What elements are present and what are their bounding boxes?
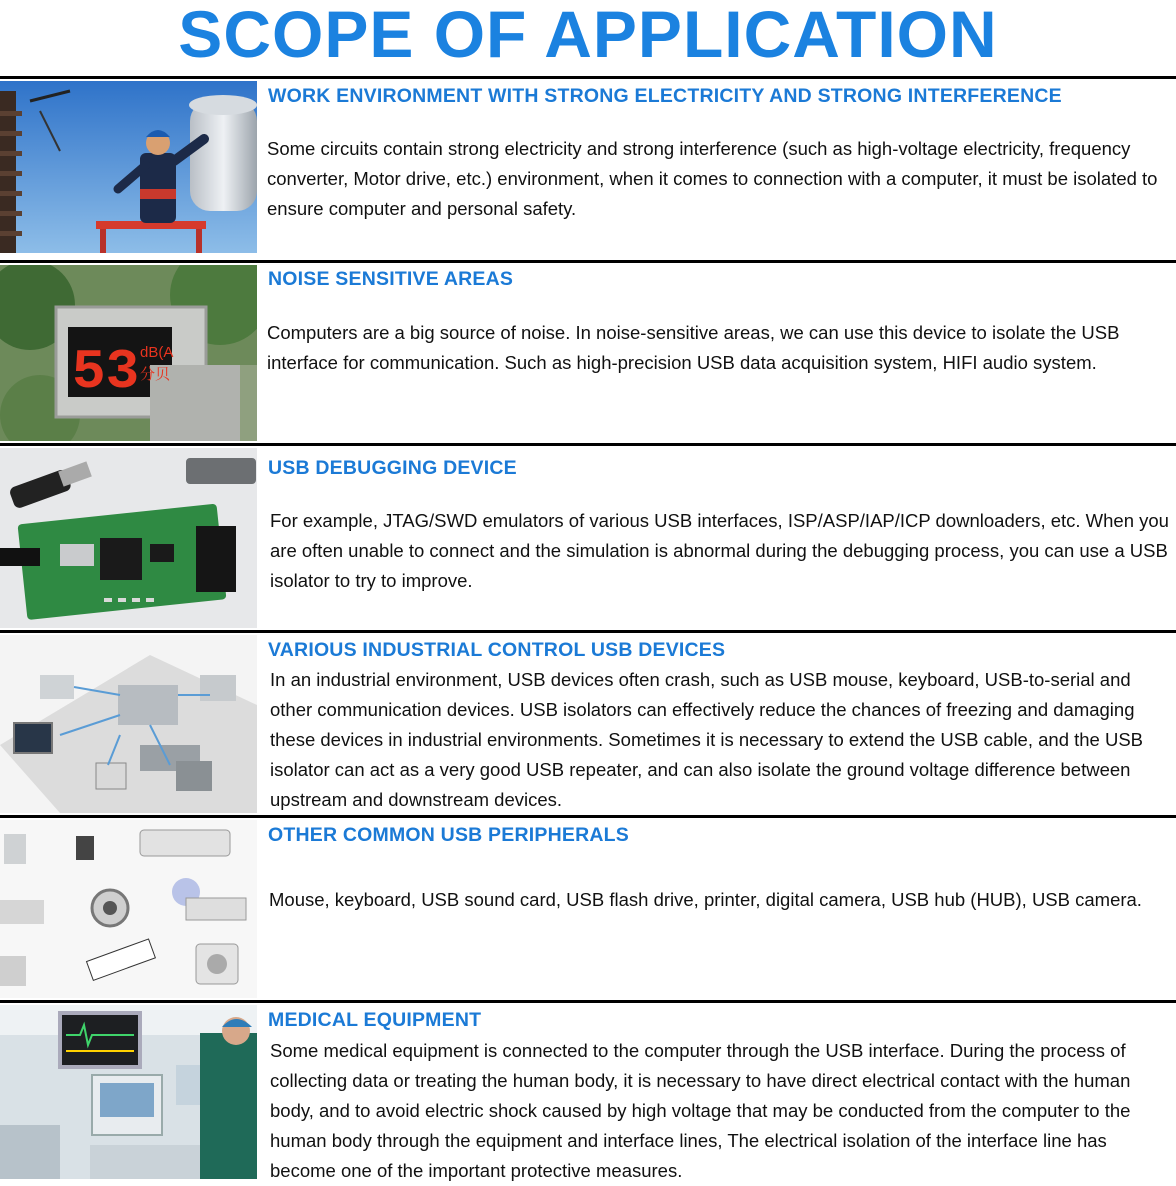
section-usb-peripherals	[0, 815, 1176, 1000]
noise-reading: 53	[72, 340, 140, 404]
noise-meter-image	[0, 265, 257, 441]
page-title: SCOPE OF APPLICATION	[178, 0, 998, 71]
peripherals-image	[0, 820, 257, 998]
section-body: For example, JTAG/SWD emulators of various USB interfaces, ISP/ASP/IAP/ICP downloaders, etc. When you are often unable to connect and the simulation is abnormal during the debugging process, you can use a USB isolator to try to improve.	[270, 510, 1169, 591]
section-body: Mouse, keyboard, USB sound card, USB flash drive, printer, digital camera, USB hub (HUB), USB camera.	[269, 889, 1142, 910]
debug-board-image	[0, 448, 257, 628]
section-heading: USB DEBUGGING DEVICE	[268, 457, 517, 479]
section-body: In an industrial environment, USB devices often crash, such as USB mouse, keyboard, USB-to-serial and other communication devices. USB isolators can effectively reduce the chances of freezing and damaging these devices in industrial environments. Sometimes it is necessary to extend the USB cable, and the USB isolator can act as a very good USB repeater, and can also isolate the ground voltage difference between upstream and downstream devices.	[270, 669, 1144, 810]
section-body: Computers are a big source of noise. In noise-sensitive areas, we can use this device to isolate the USB interface for communication. Such as high-precision USB data acquisition system, HIFI audio system.	[267, 322, 1120, 373]
section-body: Some circuits contain strong electricity and strong interference (such as high-voltage electricity, frequency converter, Motor drive, etc.) environment, when it comes to connection with a computer, it must be isolated to ensure computer and personal safety.	[267, 138, 1158, 219]
section-heading: MEDICAL EQUIPMENT	[268, 1009, 482, 1031]
section-heading: OTHER COMMON USB PERIPHERALS	[268, 824, 629, 846]
section-industrial-control	[0, 630, 1176, 815]
section-usb-debugging	[0, 443, 1176, 630]
power-worker-image	[0, 81, 257, 253]
section-body: Some medical equipment is connected to the computer through the USB interface. During the process of collecting data or treating the human body, it is necessary to have direct electrical contact with the human body, and to avoid electric shock caused by high voltage that may be conducted from the computer to the human body through the equipment and interface lines, The electrical isolation of the interface line has become one of the important protective measures.	[270, 1040, 1131, 1181]
section-medical-equipment	[0, 1000, 1176, 1181]
section-noise-sensitive	[0, 260, 1176, 443]
industrial-network-image	[0, 635, 257, 813]
section-heading: NOISE SENSITIVE AREAS	[268, 268, 514, 290]
noise-unit: dB(A	[140, 344, 174, 361]
section-heading: VARIOUS INDUSTRIAL CONTROL USB DEVICES	[268, 639, 726, 661]
section-heading: WORK ENVIRONMENT WITH STRONG ELECTRICITY AND STRONG INTERFERENCE	[268, 85, 1062, 107]
noise-label: 分贝	[140, 366, 171, 383]
section-strong-electricity	[0, 76, 1176, 260]
medical-room-image	[0, 1005, 257, 1179]
